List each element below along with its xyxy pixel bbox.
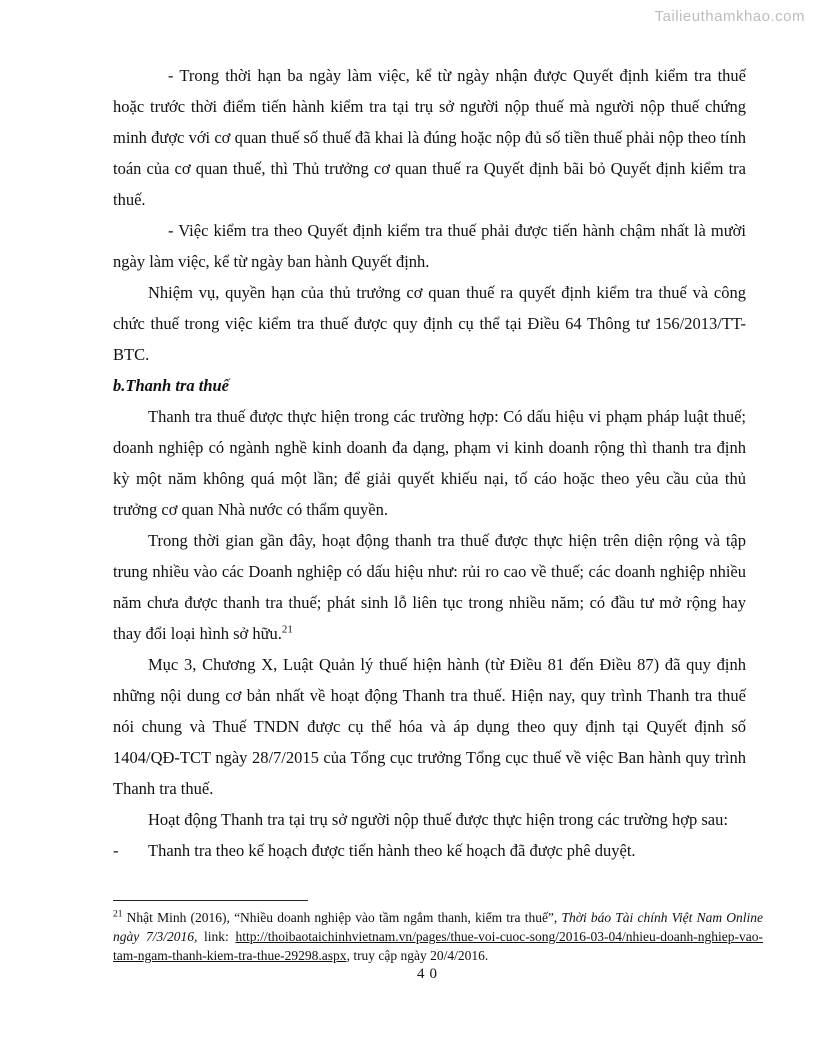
- bullet-planned-inspection: [113, 835, 746, 866]
- footnote-block: [113, 900, 763, 965]
- page-number: 40: [417, 966, 442, 982]
- bullet-dash: -: [113, 841, 119, 860]
- paragraph-decision-cancel: - Trong thời hạn ba ngày làm việc, kể từ ngày nhận được Quyết định kiểm tra thuế hoặc trước thời điểm tiến hành kiểm tra tại trụ sở người nộp thuế mà người nộp thuế chứng minh được với cơ quan thuế số thuế đã khai là đúng hoặc nộp đủ số tiền thuế phải nộp theo tính toán của cơ quan thuế, thì Thủ trưởng cơ quan thuế ra Quyết định bãi bỏ Quyết định kiểm tra thuế.: [113, 66, 746, 209]
- footnote-21-marker: 21: [113, 909, 123, 920]
- watermark-tailieuthamkhao: Tailieuthamkhao.com: [654, 8, 805, 25]
- footnote-21-link-label: link:: [197, 929, 236, 944]
- footnote-separator-rule: [113, 900, 308, 901]
- footnote-21-source-italic: Thời báo Tài chính Việt Nam Online ngày 7/3/2016,: [113, 910, 763, 944]
- footnote-21-citation: Nhật Minh (2016), “Nhiều doanh nghiệp vào tầm ngắm thanh, kiểm tra thuế”,: [122, 910, 562, 925]
- footnote-21-access-date: , truy cập ngày 20/4/2016.: [346, 948, 489, 963]
- document-body: [113, 60, 746, 866]
- paragraph-law-chapter-x: Mục 3, Chương X, Luật Quản lý thuế hiện hành (từ Điều 81 đến Điều 87) đã quy định những nội dung cơ bản nhất về hoạt động Thanh tra thuế. Hiện nay, quy trình Thanh tra thuế nói chung và Thuế TNDN được cụ thể hóa và áp dụng theo quy định tại Quyết định số 1404/QĐ-TCT ngày 28/7/2015 của Tổng cục trưởng Tổng cục thuế về việc Ban hành quy trình Thanh tra thuế.: [113, 655, 746, 798]
- paragraph-recent-inspection-focus-text: Trong thời gian gần đây, hoạt động thanh tra thuế được thực hiện trên diện rộng và tập trung nhiều vào các Doanh nghiệp có dấu hiệu như: rủi ro cao về thuế; các doanh nghiệp nhiều năm chưa được thanh tra thuế; phát sinh lỗ liên tục trong nhiều năm; có đầu tư mở rộng hay thay đổi loại hình sở hữu.: [113, 531, 746, 643]
- bullet-planned-inspection-text: Thanh tra theo kế hoạch được tiến hành theo kế hoạch đã được phê duyệt.: [148, 841, 636, 860]
- footnote-21-url-link[interactable]: http://thoibaotaichinhvietnam.vn/pages/thue-voi-cuoc-song/2016-03-04/nhieu-doanh-nghiep-vao-tam-ngam-thanh-kiem-tra-thue-29298.aspx: [113, 929, 763, 963]
- paragraph-onsite-inspection-intro: Hoạt động Thanh tra tại trụ sở người nộp thuế được thực hiện trong các trường hợp sau:: [148, 810, 728, 829]
- footnote-21: [113, 908, 763, 965]
- paragraph-inspection-deadline: - Việc kiểm tra theo Quyết định kiểm tra thuế phải được tiến hành chậm nhất là mười ngày làm việc, kể từ ngày ban hành Quyết định.: [113, 221, 746, 271]
- section-heading-thanh-tra-thue: b.Thanh tra thuế: [113, 376, 229, 395]
- paragraph-duties-circular-156: Nhiệm vụ, quyền hạn của thủ trưởng cơ quan thuế ra quyết định kiểm tra thuế và công chức thuế trong việc kiểm tra thuế được quy định cụ thể tại Điều 64 Thông tư 156/2013/TT-BTC.: [113, 283, 746, 364]
- paragraph-inspection-cases: Thanh tra thuế được thực hiện trong các trường hợp: Có dấu hiệu vi phạm pháp luật thuế; doanh nghiệp có ngành nghề kinh doanh đa dạng, phạm vi kinh doanh rộng thì thanh tra định kỳ một năm không quá một lần; để giải quyết khiếu nại, tố cáo hoặc theo yêu cầu của thủ trưởng cơ quan Nhà nước có thẩm quyền.: [113, 407, 746, 519]
- paragraph-recent-inspection-focus: [113, 525, 746, 649]
- footnote-reference-21: 21: [281, 623, 293, 636]
